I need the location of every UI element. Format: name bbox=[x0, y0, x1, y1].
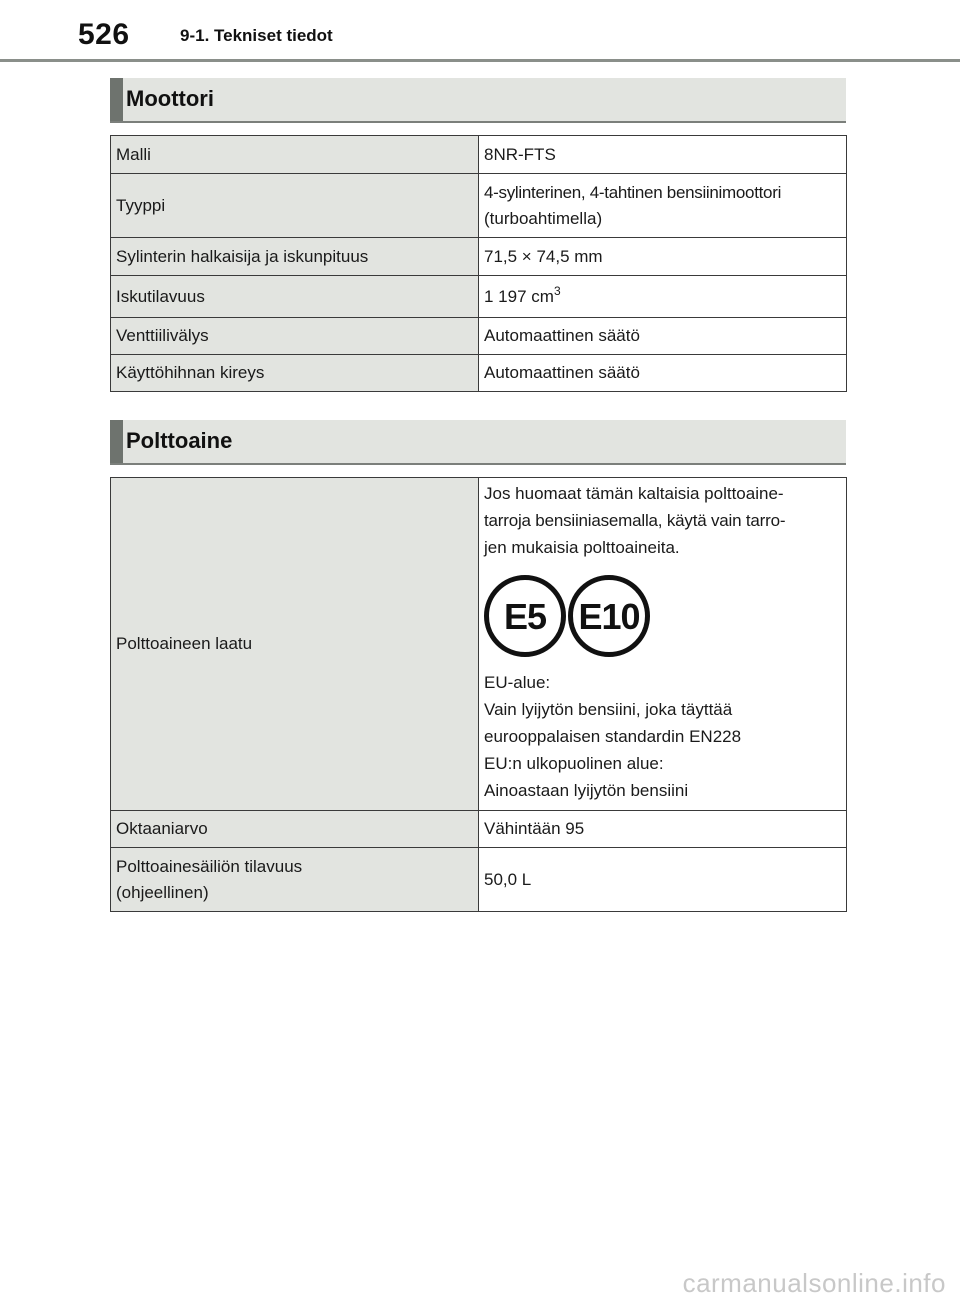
fuel-marks bbox=[484, 575, 841, 657]
fuel-detail-line-4: EU:n ulkopuolinen alue: bbox=[484, 754, 664, 773]
section-breadcrumb: 9-1. Tekniset tiedot bbox=[180, 26, 333, 45]
displacement-value bbox=[479, 276, 847, 318]
fuel-intro-line-1: Jos huomaat tämän kaltaisia polttoaine- bbox=[484, 484, 784, 503]
fuel-quality-label: Polttoaineen laatu bbox=[111, 478, 479, 811]
table-row bbox=[111, 848, 847, 912]
engine-type-label: Tyyppi bbox=[111, 174, 479, 238]
drive-belt-tension-label: Käyttöhihnan kireys bbox=[111, 355, 479, 392]
engine-model-value: 8NR-FTS bbox=[479, 136, 847, 174]
engine-spec-table bbox=[110, 135, 847, 392]
table-row bbox=[111, 238, 847, 276]
engine-section-heading bbox=[110, 78, 846, 123]
displacement-number: 1 197 cm bbox=[484, 286, 554, 306]
e10-fuel-label-icon: E10 bbox=[568, 575, 650, 657]
tank-capacity-value: 50,0 L bbox=[479, 848, 847, 912]
header-divider bbox=[0, 59, 960, 62]
bore-stroke-value: 71,5 × 74,5 mm bbox=[479, 238, 847, 276]
page-number: 526 bbox=[78, 18, 130, 51]
displacement-label: Iskutilavuus bbox=[111, 276, 479, 318]
fuel-spec-table bbox=[110, 477, 847, 912]
fuel-intro-line-3: jen mukaisia polttoaineita. bbox=[484, 538, 680, 557]
table-row bbox=[111, 174, 847, 238]
tank-capacity-label-line-2: (ohjeellinen) bbox=[116, 882, 209, 902]
table-row bbox=[111, 811, 847, 848]
tank-capacity-label-line-1: Polttoainesäiliön tilavuus bbox=[116, 856, 303, 876]
page-header bbox=[0, 0, 960, 62]
octane-value: Vähintään 95 bbox=[479, 811, 847, 848]
fuel-detail-line-5: Ainoastaan lyijytön bensiini bbox=[484, 781, 689, 800]
drive-belt-tension-value: Automaattinen säätö bbox=[479, 355, 847, 392]
tank-capacity-label bbox=[111, 848, 479, 912]
fuel-detail-line-3: eurooppalaisen standardin EN228 bbox=[484, 727, 742, 746]
engine-type-line-1: 4-sylinterinen, 4-tahtinen bensiinimoottori bbox=[484, 182, 782, 202]
engine-type-value bbox=[479, 174, 847, 238]
fuel-detail-line-2: Vain lyijytön bensiini, joka täyttää bbox=[484, 700, 733, 719]
engine-heading-title: Moottori bbox=[126, 86, 214, 111]
table-row bbox=[111, 318, 847, 355]
table-row bbox=[111, 478, 847, 811]
octane-label: Oktaaniarvo bbox=[111, 811, 479, 848]
valve-clearance-label: Venttiilivälys bbox=[111, 318, 479, 355]
fuel-section-heading bbox=[110, 420, 846, 465]
fuel-detail-line-1: EU-alue: bbox=[484, 673, 551, 692]
heading-accent-bar bbox=[110, 78, 123, 121]
fuel-heading-title: Polttoaine bbox=[126, 428, 233, 453]
displacement-unit-superscript: 3 bbox=[553, 283, 561, 298]
e5-fuel-label-icon: E5 bbox=[484, 575, 566, 657]
site-watermark: carmanualsonline.info bbox=[682, 1268, 946, 1298]
valve-clearance-value: Automaattinen säätö bbox=[479, 318, 847, 355]
engine-type-line-2: (turboahtimella) bbox=[484, 208, 603, 228]
table-row bbox=[111, 136, 847, 174]
table-row bbox=[111, 355, 847, 392]
heading-accent-bar bbox=[110, 420, 123, 463]
fuel-intro-line-2: tarroja bensiiniasemalla, käytä vain tarro- bbox=[484, 511, 786, 530]
engine-model-label: Malli bbox=[111, 136, 479, 174]
fuel-quality-value bbox=[479, 478, 847, 811]
bore-stroke-label: Sylinterin halkaisija ja iskunpituus bbox=[111, 238, 479, 276]
table-row bbox=[111, 276, 847, 318]
